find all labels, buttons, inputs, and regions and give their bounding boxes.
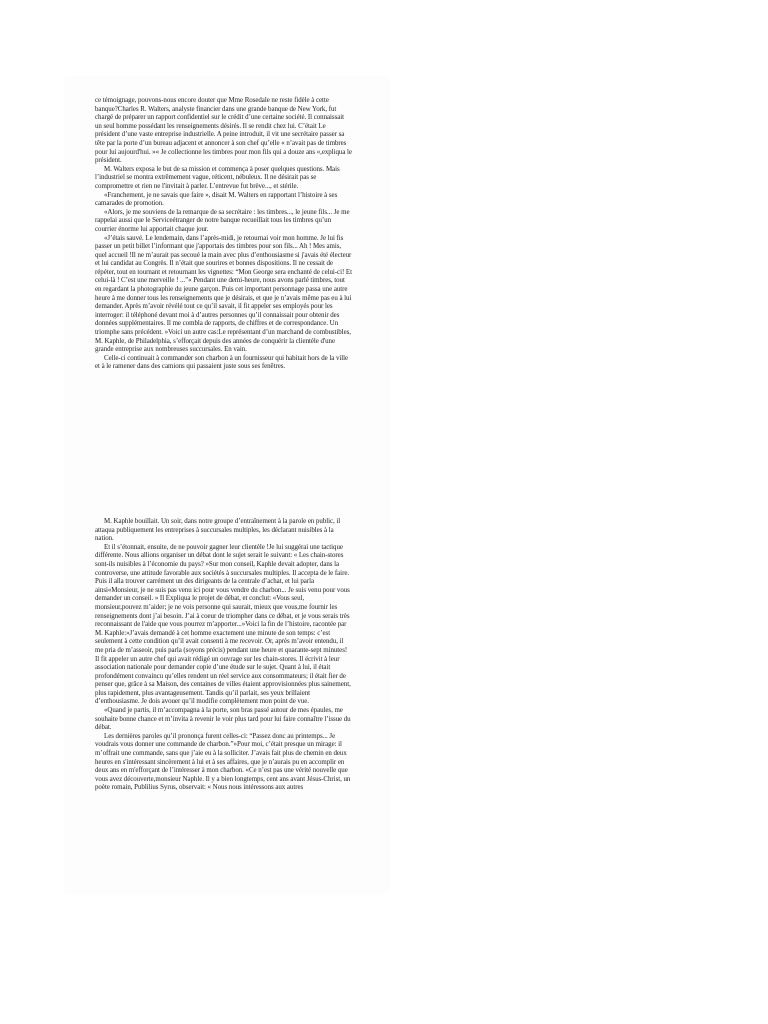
paragraph: «Franchement, je ne savais que faire », disait M. Walters en rapportant l’histoire à ses camarades de promotion. (95, 190, 338, 208)
paragraph: «J’étais sauvé. Le lendemain, dans l’après-midi, je retournai voir mon homme. Je lui fis passer un petit billet l’informant que j'apportais des timbres pour son fils... Ah ! Mes amis, quel accueil !Il ne m’aurait pas secoué la main avec plus d’enthousiasme si j'avais été électeur et lui candidat au Congrès. Il n’était que sourires et bonnes dispositions. Il ne cessait de répéter, tout en tournant et retournant les vignettes: “Mon George sera enchanté de celui-ci! Et celui-là ! C’est une merveille ! ...”« Pendant une demi-heure, nous avons parlé timbres, tout en regardant la photographie du jeune garçon. Puis cet important personnage passa une autre heure à me donner tous les renseignements que je désirais, et que je n’avais même pas eu à lui demander. Après m’avoir révélé tout ce qu’il savait, il fit appeler ses employés pour les interroger: il téléphoné devant moi à d’autres personnes qu’il connaissait pour obtenir des données supplémentaires. Il me combla de rapports, de chiffres et de correspondance. Un triomphe sans précédent. »Voici un autre cas:Le représentant d’un marchand de combustibles, M. Kaphle, de Philadelphia, s’efforçait depuis des années de conquérir la clientèle d'une grande entreprise aux nombreuses succursales. En vain. (95, 233, 352, 354)
text-block-top (95, 96, 352, 371)
paragraph: M. Walters exposa le but de sa mission et commença à poser quelques questions. Mais l’industriel se montra extrêmement vague, réticent, nébuleux. Il ne désirait pas se compromettre et rien ne l'invitait à parler. L’entrevue fut brève..., et stérile. (95, 164, 340, 190)
paragraph: «Quand je partis, il m’accompagna à la porte, son bras passé autour de mes épaules, me souhaite bonne chance et m’invita à revenir le voir plus tard pour lui faire connaître l’issue du débat. (95, 706, 351, 732)
paragraph: Celle-ci continuait à commander son charbon à un fournisseur qui habitait hors de la ville et à le ramener dans des camions qui passaient juste sous ses fenêtres. (95, 353, 349, 371)
paragraph: ce témoignage, pouvons-nous encore douter que Mme Rosedale ne reste fidèle à cette banque?Charles R. Walters, analyste financier dans une grande banque de New York, fut chargé de préparer un rapport confidentiel sur le crédit d’une certaine société. Il connaissait un seul homme possédant les renseignements désirés. Il se rendit chez lui. C’était Le président d’une vaste entreprise industrielle. A peine introduit, il vit une secrétaire passer sa tête par la porte d’un bureau adjacent et annoncer à son chef qu’elle « n’avait pas de timbres pour lui aujourd'hui. »« Je collectionne les timbres pour mon fils qui a douze ans «,expliqua le président. (95, 96, 352, 165)
paragraph: Les dernières paroles qu’il prononça furent celles-ci: “Passez donc au printemps... Je voudrais vous donner une commande de charbon.”»Pour moi, c’était presque un mirage: il m’offrait une commande, sans que j’aie eu à la solliciter. J’avais fait plus de chemin en deux heures en s'intéressant sincèrement à lui et à ses affaires, que je n’aurais pu en accomplir en deux ans en m'efforçant de l’intéresser à mon charbon. «Ce n’est pas une vérité nouvelle que vous avez découverte,monsieur Naphle. Il y a bien longtemps, cent ans avant Jésus-Christ, un poète romain, Publilius Syrus, observait: « Nous nous intéressons aux autres (95, 731, 351, 792)
text-block-bottom (95, 517, 352, 792)
paragraph: «Alors, je me souviens de la remarque de sa secrétaire : les timbres..., le jeune fils... Je me rappelai aussi que le Serviceétranger de notre banque recueillait tous les timbres qu’un courrier énorme lui apportait chaque jour. (95, 207, 350, 233)
paragraph: M. Kaphle bouillait. Un soir, dans notre groupe d’entraînement à la parole en public, il attaqua publiquement les entreprises à succursales multiples, les déclarant nuisibles à la nation. (95, 517, 341, 543)
paragraph: Et il s’étonnait, ensuite, de ne pouvoir gagner leur clientèle !Je lui suggérai une tactique différente. Nous allions organiser un débat dont le sujet serait le suivant: « Les chain-stores sont-ils nuisibles à l’économie du pays? »Sur mon conseil, Kaphle devait adopter, dans la controverse, une attitude favorable aux sociétés à succursales multiples. Il accepta de le faire. Puis il alla trouver carrément un des dirigeants de la centrale d’achat, et lui parla ainsi«Monsieur, je ne suis pas venu ici pour vous vendre du charbon... Je suis venu pour vous demander un conseil. » Il Expliqua le projet de débat, et conclut: «Vous seul, monsieur,pouvez m’aider; je ne vois personne qui saurait, mieux que vous,me fournir les renseignements dont j’ai besoin. J’ai à coeur de triompher dans ce débat, et je vous serais très reconnaissant de l'aide que vous pourrez m’apporter...»Voici la fin de l’histoire, racontée par M. Kaphle:»J’avais demandé à cet homme exactement une minute de son temps: c’est seulement à cette condition qu’il avait consenti à me recevoir. Or, après m’avoir entendu, il me pria de m’asseoir, puis parla (soyons précis) pendant une heure et quarante-sept minutes! Il fit appeler un autre chef qui avait rédigé un ouvrage sur les chain-stores. Il écrivit à leur association nationale pour demander copie d’une étude sur le sujet. Quant à lui, il était profondément convaincu qu’elles rendent un réel service aux consommateurs; il était fier de penser que, grâce à sa Maison, des centaines de villes étaient approvisionnées plus sainement, plus rapidement, plus avantageusement. Tandis qu’il parlait, ses yeux brillaient d’enthousiasme. Je dois avouer qu’il modifie complètement mon point de vue. (95, 542, 351, 706)
